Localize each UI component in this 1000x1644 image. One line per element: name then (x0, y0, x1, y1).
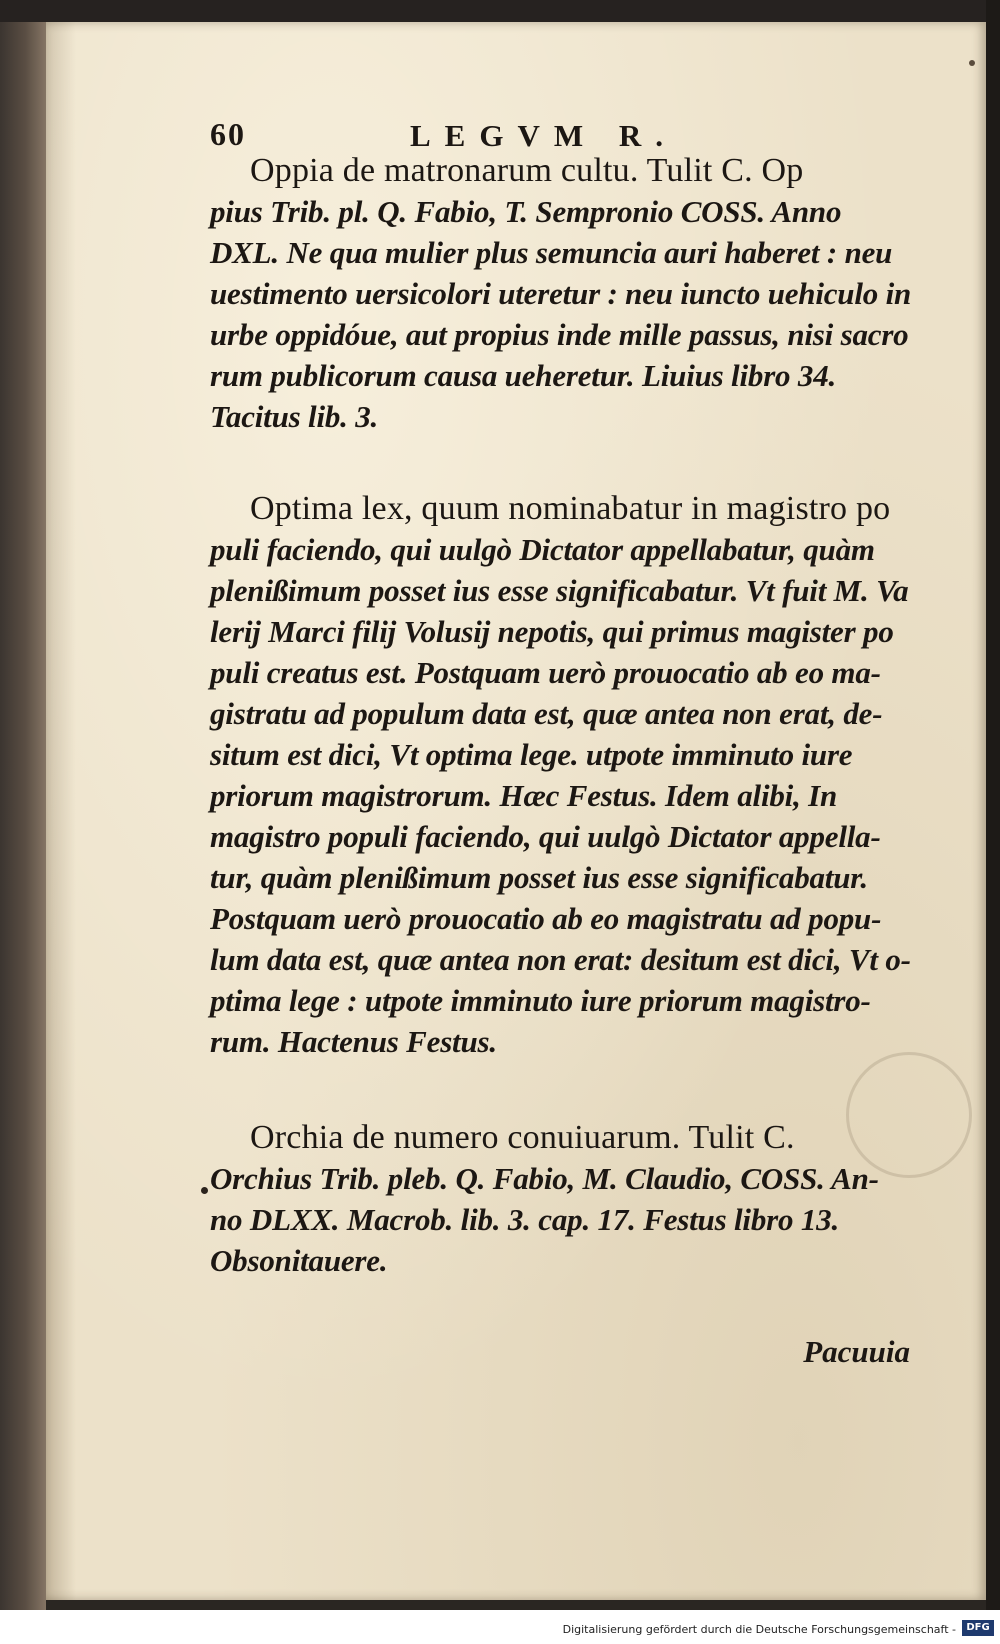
paragraph-line: uestimento uersicolori uteretur : neu iuncto uehiculo in (210, 276, 912, 311)
dfg-logo: DFG (962, 1620, 994, 1636)
paragraph-line: ptima lege : utpote imminuto iure priorum magistro- (210, 983, 871, 1018)
paragraph-line: Tacitus lib. 3. (210, 399, 379, 434)
paragraph-line: priorum magistrorum. Hæc Festus. Idem alibi, In (210, 778, 838, 813)
paragraph-optima-lex (210, 488, 930, 1062)
page-number: 60 (210, 116, 246, 152)
book-top-edge (0, 0, 1000, 22)
running-head-title: LEGVM R. (410, 118, 677, 153)
paragraph-line: urbe oppidóue, aut propius inde mille passus, nisi sacro (210, 317, 909, 352)
paragraph-line: gistratu ad populum data est, quæ antea non erat, de- (210, 696, 883, 731)
footer-credit: Digitalisierung gefördert durch die Deutsche Forschungsgemeinschaft - (562, 1623, 956, 1636)
paragraph-line: puli faciendo, qui uulgò Dictator appellabatur, quàm (210, 532, 875, 567)
paragraph-line: magistro populi faciendo, qui uulgò Dictator appella- (210, 819, 881, 854)
paragraph-line: Orchius Trib. pleb. Q. Fabio, M. Claudio, COSS. An- (210, 1161, 879, 1196)
paragraph-line: situm est dici, Vt optima lege. utpote imminuto iure (210, 737, 853, 772)
paragraph-oppia (210, 150, 930, 437)
book-gutter (0, 0, 46, 1610)
margin-ink-dot (201, 1187, 208, 1194)
paragraph-orchia (210, 1117, 930, 1281)
paragraph-line: plenißimum posset ius esse significabatur. Vt fuit M. Va (210, 573, 909, 608)
paragraph-line: Optima lex, quum nominabatur in magistro po (250, 490, 891, 527)
paragraph-line: no DLXX. Macrob. lib. 3. cap. 17. Festus libro 13. (210, 1202, 839, 1237)
paragraph-line: rum. Hactenus Festus. (210, 1024, 497, 1059)
paragraph-line: rum publicorum causa ueheretur. Liuius libro 34. (210, 358, 837, 393)
paragraph-line: tur, quàm plenißimum posset ius esse significabatur. (210, 860, 868, 895)
paragraph-line: puli creatus est. Postquam uerò prouocatio ab eo ma- (210, 655, 881, 690)
paragraph-line: lum data est, quæ antea non erat: desitum est dici, Vt o- (210, 942, 911, 977)
paragraph-line: Orchia de numero conuiuarum. Tulit C. (250, 1119, 795, 1156)
paragraph-line: lerij Marci filij Volusij nepotis, qui primus magister po (210, 614, 894, 649)
paragraph-line: Obsonitauere. (210, 1243, 388, 1278)
paper-speck (969, 60, 975, 66)
paragraph-line: DXL. Ne qua mulier plus semuncia auri haberet : neu (210, 235, 893, 270)
book-fore-edge (986, 0, 1000, 1610)
paragraph-line: Oppia de matronarum cultu. Tulit C. Op (250, 152, 804, 189)
catchword: Pacuuia (803, 1334, 910, 1369)
paragraph-line: Postquam uerò prouocatio ab eo magistratu ad popu- (210, 901, 882, 936)
paragraph-line: pius Trib. pl. Q. Fabio, T. Sempronio COSS. Anno (210, 194, 842, 229)
